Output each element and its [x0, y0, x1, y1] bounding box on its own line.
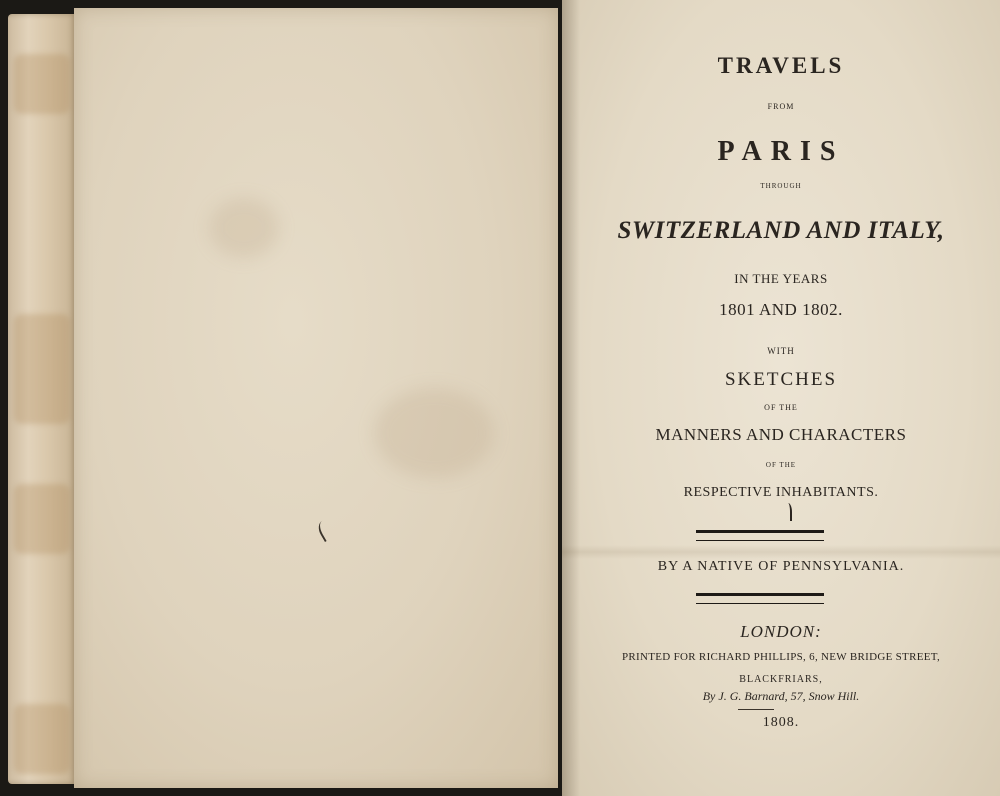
inhabitants-heading: RESPECTIVE INHABITANTS.	[683, 485, 879, 500]
from-word: FROM	[767, 102, 795, 111]
book-spine	[8, 14, 76, 784]
cover-board	[74, 8, 558, 788]
travel-dates: 1801 AND 1802.	[719, 300, 843, 319]
through-word: THROUGH	[760, 182, 802, 190]
spine-wear-mark	[14, 484, 70, 554]
route-countries: SWITZERLAND AND ITALY,	[617, 217, 945, 244]
imprint-printer: By J. G. Barnard, 57, Snow Hill.	[702, 689, 860, 703]
of-the-connector: OF THE	[764, 403, 798, 412]
title-page	[562, 0, 1000, 796]
publication-year: 1808.	[762, 715, 800, 730]
with-word: WITH	[767, 346, 795, 356]
spine-wear-mark	[14, 54, 70, 114]
sketches-heading: SKETCHES	[724, 369, 838, 390]
cover-stain	[209, 198, 279, 258]
imprint-place: LONDON:	[740, 622, 822, 641]
spine-wear-mark	[14, 704, 70, 774]
book-front-cover	[8, 8, 558, 788]
years-label: IN THE YEARS	[734, 271, 828, 286]
author-line: BY A NATIVE OF PENNSYLVANIA.	[657, 559, 905, 574]
imprint-location: BLACKFRIARS,	[739, 674, 823, 685]
book-title: TRAVELS	[717, 53, 845, 78]
cover-scratch-mark	[315, 518, 337, 542]
of-the-connector: OF THE	[765, 461, 797, 469]
spine-wear-mark	[14, 314, 70, 424]
origin-city: PARIS	[717, 136, 845, 167]
ink-mark	[784, 503, 792, 521]
double-rule	[696, 593, 824, 604]
short-rule	[738, 709, 774, 710]
imprint-publisher: PRINTED FOR RICHARD PHILLIPS, 6, NEW BRIDGE STREET,	[621, 651, 940, 663]
double-rule	[696, 530, 824, 541]
cover-stain	[374, 388, 494, 478]
page-crease	[562, 545, 1000, 559]
manners-heading: MANNERS AND CHARACTERS	[655, 425, 907, 444]
